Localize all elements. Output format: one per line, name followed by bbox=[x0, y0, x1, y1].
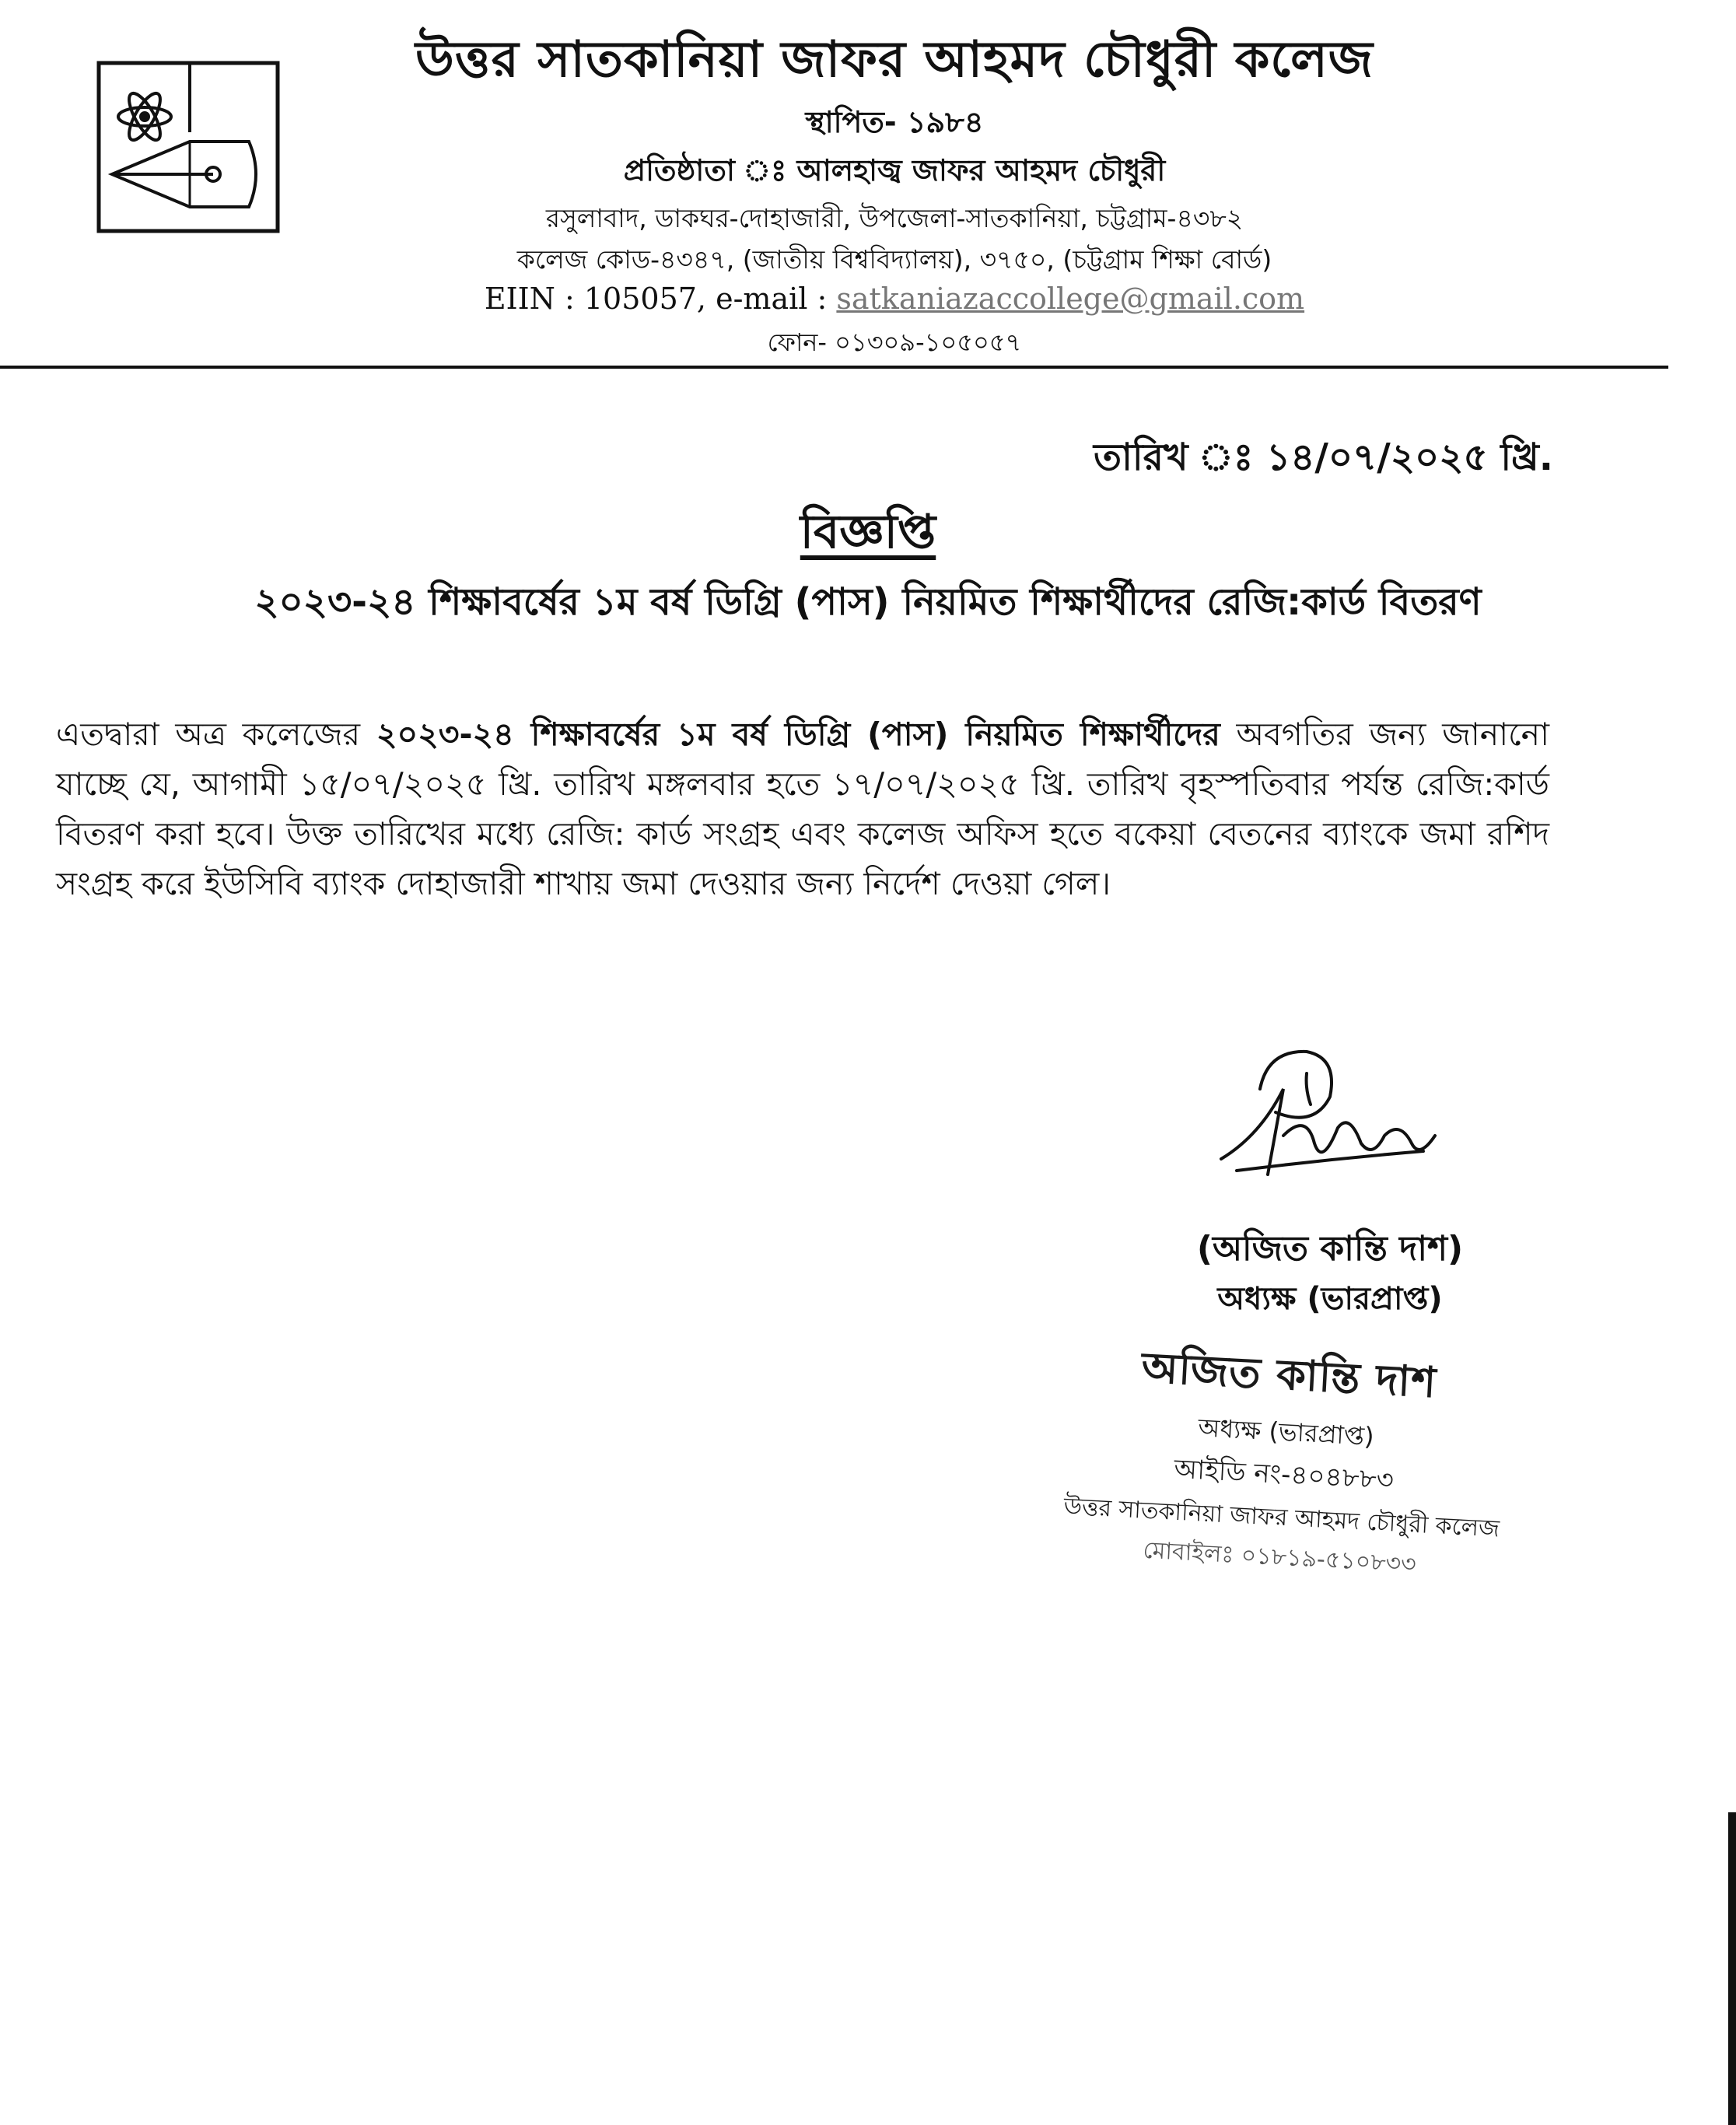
notice-body bbox=[56, 709, 1549, 908]
founder-line: প্রতিষ্ঠাতা ঃ আলহাজ্ব জাফর আহমদ চৌধুরী bbox=[623, 153, 1166, 187]
stamp-name: অজিত কান্তি দাশ bbox=[1140, 1343, 1438, 1408]
notice-date: তারিখ ঃ ১৪/০৭/২০২৫ খ্রি. bbox=[1093, 436, 1553, 479]
stamp-id: আইডি নং-৪০৪৮৮৩ bbox=[1173, 1453, 1395, 1497]
college-logo-icon bbox=[96, 61, 280, 233]
eiin-label: EIIN : 105057, e-mail : bbox=[484, 282, 837, 316]
signatory-name: (অজিত কান্তি দাশ) bbox=[1196, 1229, 1464, 1269]
notice-title-text: বিজ্ঞপ্তি bbox=[800, 505, 936, 559]
scan-edge-shadow bbox=[1728, 1812, 1736, 2125]
header-divider bbox=[0, 366, 1668, 369]
notice-subject: ২০২৩-২৪ শিক্ষাবর্ষের ১ম বর্ষ ডিগ্রি (পাস) নিয়মিত শিক্ষার্থীদের রেজি:কার্ড বিতরণ bbox=[254, 580, 1482, 624]
phone-number: ফোন- ০১৩০৯-১০৫০৫৭ bbox=[767, 327, 1022, 357]
eiin-email-line bbox=[311, 282, 1478, 316]
notice-title bbox=[0, 496, 1736, 574]
signatory-designation: অধ্যক্ষ (ভারপ্রাপ্ত) bbox=[1217, 1281, 1443, 1317]
college-address: রসুলাবাদ, ডাকঘর-দোহাজারী, উপজেলা-সাতকানিয়া, চট্টগ্রাম-৪৩৮২ bbox=[545, 203, 1244, 233]
email-link[interactable]: satkaniazaccollege@gmail.com bbox=[836, 282, 1305, 316]
handwritten-signature-icon bbox=[1213, 1042, 1447, 1190]
established-year: স্থাপিত- ১৯৮৪ bbox=[805, 105, 984, 139]
college-name: উত্তর সাতকানিয়া জাফর আহমদ চৌধুরী কলেজ bbox=[415, 31, 1374, 89]
stamp-mobile: মোবাইলঃ ০১৮১৯-৫১০৮৩৩ bbox=[1142, 1536, 1417, 1579]
stamp-designation: অধ্যক্ষ (ভারপ্রাপ্ত) bbox=[1197, 1413, 1375, 1451]
body-highlight: ২০২৩-২৪ শিক্ষাবর্ষের ১ম বর্ষ ডিগ্রি (পাস) নিয়মিত শিক্ষার্থীদের bbox=[376, 716, 1220, 753]
stamp-college: উত্তর সাতকানিয়া জাফর আহমদ চৌধুরী কলেজ bbox=[1062, 1493, 1500, 1543]
college-codes: কলেজ কোড-৪৩৪৭, (জাতীয় বিশ্ববিদ্যালয়), ৩৭৫০, (চট্টগ্রাম শিক্ষা বোর্ড) bbox=[516, 244, 1272, 275]
official-stamp bbox=[1038, 1330, 1531, 1591]
body-rest: অবগতির জন্য জানানো যাচ্ছে যে, আগামী ১৫/০৭/২০২৫ খ্রি. তারিখ মঙ্গলবার হতে ১৭/০৭/২০২৫ খ্রি. তারিখ বৃহস্পতিবার পর্যন্ত রেজি:কার্ড বিতরণ করা হবে। উক্ত তারিখের মধ্যে রেজি: কার্ড সংগ্রহ এবং কলেজ অফিস হতে বকেয়া বেতনের ব্যাংকে জমা রশিদ সংগ্রহ করে ইউসিবি ব্যাংক দোহাজারী শাখায় জমা দেওয়ার জন্য নির্দেশ দেওয়া গেল। bbox=[56, 716, 1549, 902]
body-intro: এতদ্বারা অত্র কলেজের bbox=[56, 716, 376, 753]
